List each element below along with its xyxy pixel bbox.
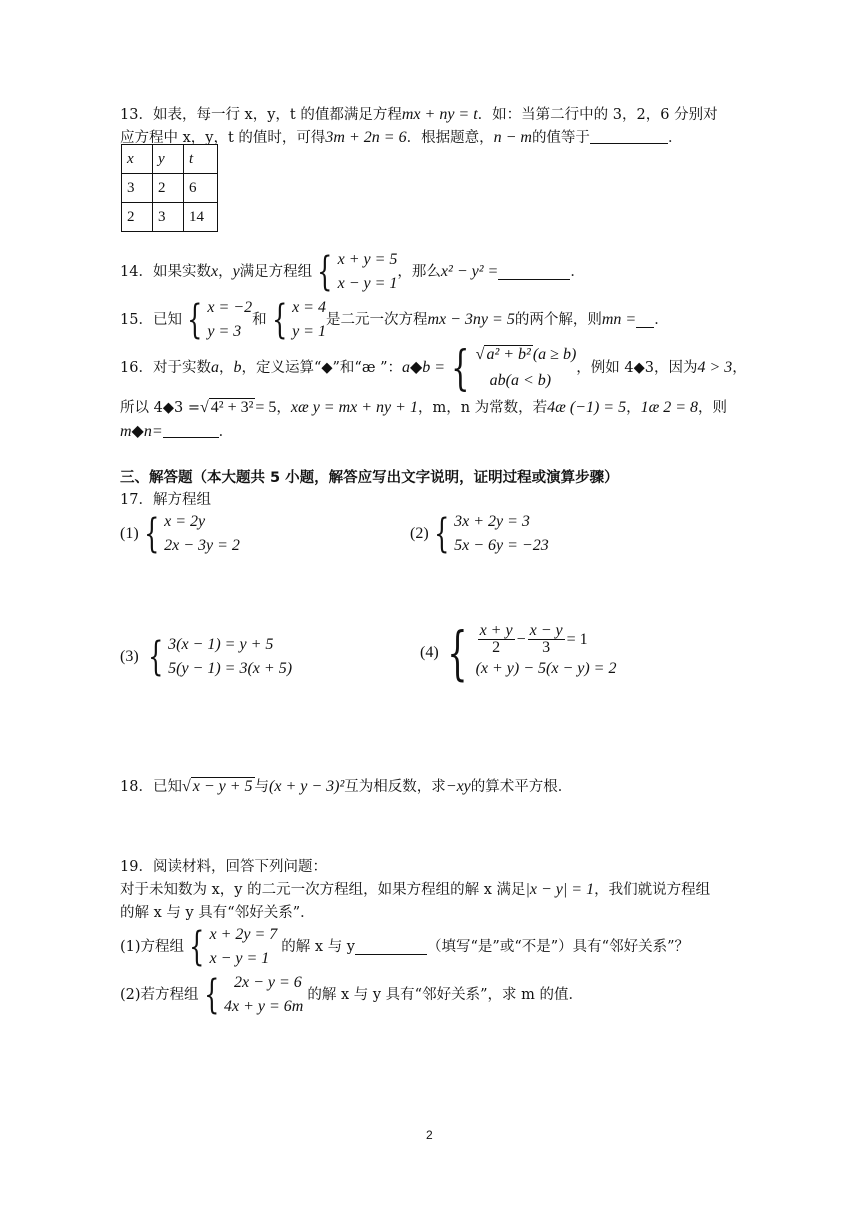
table-cell: 2 xyxy=(122,203,153,232)
answer-blank[interactable] xyxy=(163,422,219,438)
equation-system: { x + y = 5 x − y = 1 xyxy=(317,249,398,295)
answer-blank[interactable] xyxy=(498,264,570,280)
table-cell: x xyxy=(122,145,153,174)
table-cell: t xyxy=(184,145,218,174)
q17-part2: (2) { 3x + 2y = 3 5x − 6y = −23 xyxy=(410,511,549,557)
q13-equation: mx + ny = t xyxy=(401,106,478,123)
q18: 18．已知√ x − y + 5 与(x + y − 3)²互为相反数，求−xy的算术平方根． xyxy=(120,778,573,795)
q14: 14．如果实数 x ， y 满足方程组 { x + y = 5 x − y = 1 ，那么 x² − y² = ． xyxy=(120,249,585,295)
table-cell: 14 xyxy=(184,203,218,232)
q16-line1: 16．对于实数 a ， b ，定义运算“◆”和“æ ”： a◆b = { √ a² + b² (a ≥ b) ab(a < b) ，例如 4◆3，因为 4 > 3 ， xyxy=(120,339,747,396)
table-cell: 3 xyxy=(122,174,153,203)
q16-line2: 所以 4◆3 =√ 4² + 3² = 5，xæ y = mx + ny + 1，m，n 为常数，若4æ (−1) = 5，1æ 2 = 8，则 xyxy=(120,399,728,416)
q17-part4: (4) { $\frac{x + y}{2}$ − $\frac{x - y}{3}$ = 1 (x + y) − 5(x − y) = 2 xyxy=(420,618,617,687)
answer-blank[interactable] xyxy=(590,128,668,144)
q19-part2: (2)若方程组 { 2x − y = 6 4x + y = 6m 的解 x 与 y 具有“邻好关系”，求 m 的值． xyxy=(120,972,583,1018)
q16-line3: m◆n= ． xyxy=(120,423,234,440)
q19-part1: (1)方程组 { x + 2y = 7 x − y = 1 的解 x 与 y （填写“是”或“不是”）具有“邻好关系”？ xyxy=(120,924,689,970)
solution-1: { x = −2 y = 3 xyxy=(187,297,253,343)
table-row xyxy=(122,174,218,203)
answer-blank[interactable] xyxy=(355,939,427,955)
solution-2: { x = 4 y = 1 xyxy=(271,297,326,343)
piecewise-definition: { √ a² + b² (a ≥ b) ab(a < b) xyxy=(451,339,577,396)
page-number: 2 xyxy=(426,1128,433,1142)
table-cell: 3 xyxy=(153,203,184,232)
q17-part3: (3) { 3(x − 1) = y + 5 5(y − 1) = 3(x + 5) xyxy=(120,634,293,680)
section-heading: 三、解答题（本大题共 5 小题，解答应写出文字说明，证明过程或演算步骤） xyxy=(120,470,619,486)
table-cell: 2 xyxy=(153,174,184,203)
q15: 15．已知 { x = −2 y = 3 和 { x = 4 y = 1 是二元一次方程 mx − 3ny = 5 的两个解，则 mn = ． xyxy=(120,297,669,343)
table-cell: 6 xyxy=(184,174,218,203)
q17-part1: (1) { x = 2y 2x − 3y = 2 xyxy=(120,511,240,557)
q13-table xyxy=(121,144,218,232)
q13-line2: 应方程中 x，y，t 的值时，可得3m + 2n = 6．根据题意，n − m的值等于 ． xyxy=(120,129,683,146)
q19-line2: 对于未知数为 x，y 的二元一次方程组，如果方程组的解 x 满足|x − y| = 1，我们就说方程组 xyxy=(120,881,711,898)
q19-title: 19．阅读材料，回答下列问题： xyxy=(120,859,327,875)
q17-title: 17．解方程组 xyxy=(120,492,211,508)
answer-blank[interactable] xyxy=(636,312,654,328)
q19-line3: 的解 x 与 y 具有“邻好关系”． xyxy=(120,905,315,921)
table-row xyxy=(122,203,218,232)
table-header-row xyxy=(122,145,218,174)
q13-line1: 13．如表，每一行 x，y，t 的值都满足方程mx + ny = t．如：当第二行中的 3，2，6 分别对 xyxy=(120,106,718,123)
table-cell: y xyxy=(153,145,184,174)
